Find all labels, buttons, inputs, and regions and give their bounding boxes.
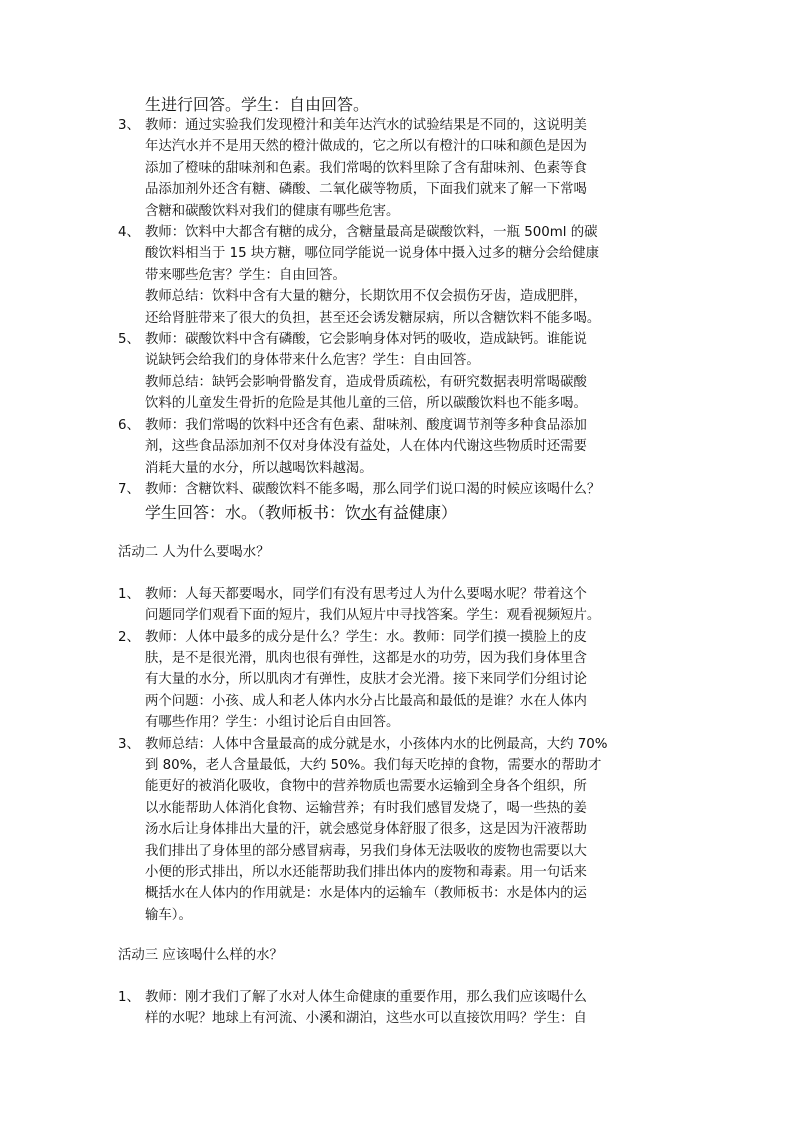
text-line: 汤水后让身体排出大量的汗，就会感觉身体舒服了很多，这是因为汗液帮助 <box>145 822 587 838</box>
item-body <box>145 479 675 500</box>
item-body <box>145 584 675 627</box>
text-line: 有哪些作用？学生：小组讨论后自由回答。 <box>145 715 400 731</box>
text-line: 输车）。 <box>145 907 192 923</box>
text-line: 酸饮料相当于 15 块方糖，哪位同学能说一说身体中摄入过多的糖分会给健康 <box>145 246 600 262</box>
text-line: 说缺钙会给我们的身体带来什么危害？学生：自由回答。 <box>145 353 480 369</box>
item-number: 3、 <box>118 118 140 133</box>
item-number: 7、 <box>118 481 140 497</box>
text-line: 带来哪些危害？学生：自由回答。 <box>145 267 346 283</box>
text-line: 肤，是不是很光滑，肌肉也很有弹性，这都是水的功劳，因为我们身体里含 <box>145 650 587 666</box>
activity-two-list <box>118 584 675 927</box>
text-line: 到 80%，老人含量最低，大约 50%。我们每天吃掉的食物，需要水的帮助才 <box>145 757 602 773</box>
list-item <box>118 222 675 329</box>
list-item <box>118 329 675 415</box>
text-line: 教师：人每天都要喝水，同学们有没有思考过人为什么要喝水呢？带着这个 <box>145 586 587 602</box>
list-item <box>118 479 675 500</box>
text-line: 还给肾脏带来了很大的负担，甚至还会诱发糖尿病，所以含糖饮料不能多喝。 <box>145 310 601 326</box>
text-line: 添加了橙味的甜味剂和色素。我们常喝的饮料里除了含有甜味剂、色素等食 <box>145 160 587 176</box>
list-item <box>118 627 675 734</box>
item-body <box>145 734 675 927</box>
text-line: 以水能帮助人体消化食物、运输营养；有时我们感冒发烧了，喝一些热的姜 <box>145 800 587 816</box>
text-line: 问题同学们观看下面的短片，我们从短片中寻找答案。学生：观看视频短片。 <box>145 608 601 624</box>
item-body <box>145 329 675 415</box>
text-line: 我们排出了身体里的部分感冒病毒，另我们身体无法吸收的废物也需要以大 <box>145 843 587 859</box>
text-line: 消耗大量的水分，所以越喝饮料越渴。 <box>145 460 373 476</box>
list-item <box>118 734 675 927</box>
item-body <box>145 987 675 1030</box>
text-line: 能更好的被消化吸收，食物中的营养物质也需要水运输到全身各个组织，所 <box>145 779 587 795</box>
text-line: 小便的形式排出，所以水还能帮助我们排出体内的废物和毒素。用一句话来 <box>145 865 587 880</box>
answer-text: 学生回答：水。（教师板书：饮 <box>145 503 362 523</box>
heading-activity-two: 活动二 人为什么要喝水？ <box>118 545 270 561</box>
text-line: 教师：刚才我们了解了水对人体生命健康的重要作用，那么我们应该喝什么 <box>145 989 587 1005</box>
item-number: 4、 <box>118 225 140 241</box>
item-number: 1、 <box>118 989 140 1005</box>
text-line: 剂，这些食品添加剂不仅对身体没有益处，人在体内代谢这些物质时还需要 <box>145 439 587 455</box>
text-line: 教师总结：缺钙会影响骨骼发育，造成骨质疏松，有研究数据表明常喝碳酸 <box>145 374 587 390</box>
list-item <box>118 415 675 479</box>
item-number: 5、 <box>118 332 140 348</box>
heading-activity-three: 活动三 应该喝什么样的水？ <box>118 948 283 964</box>
student-answer-line <box>118 500 675 523</box>
text-line: 两个问题：小孩、成人和老人体内水分占比最高和最低的是谁？水在人体内 <box>145 693 587 709</box>
underlined-word: 水 <box>361 503 378 523</box>
text-line: 教师总结：人体中含量最高的成分就是水，小孩体内水的比例最高，大约 70% <box>145 736 608 752</box>
activity-one-list <box>118 115 675 500</box>
list-item <box>118 584 675 627</box>
text-line: 概括水在人体内的作用就是：水是体内的运输车（教师板书：水是体内的运 <box>145 886 587 902</box>
text-line: 饮料的儿童发生骨折的危险是其他儿童的三倍，所以碳酸饮料也不能多喝。 <box>145 396 587 412</box>
item-body <box>145 222 675 329</box>
text-line: 有大量的水分，所以肌肉才有弹性，皮肤才会光滑。接下来同学们分组讨论 <box>145 672 587 688</box>
text-line: 样的水呢？地球上有河流、小溪和湖泊，这些水可以直接饮用吗？学生：自 <box>145 1011 587 1027</box>
item-body <box>145 415 675 479</box>
text-line: 教师：我们常喝的饮料中还含有色素、甜味剂、酸度调节剂等多种食品添加 <box>145 417 587 433</box>
item-body <box>145 627 675 734</box>
item-body <box>145 115 675 222</box>
list-item <box>118 115 675 222</box>
text-line: 教师：碳酸饮料中含有磷酸，它会影响身体对钙的吸收，造成缺钙。谁能说 <box>145 332 587 348</box>
text-line: 教师：通过实验我们发现橙汁和美年达汽水的试验结果是不同的，这说明美 <box>145 118 587 133</box>
text-line: 品添加剂外还含有糖、磷酸、二氧化碳等物质，下面我们就来了解一下常喝 <box>145 182 587 198</box>
text-line: 教师：含糖饮料、碳酸饮料不能多喝，那么同学们说口渴的时候应该喝什么？ <box>145 481 601 497</box>
answer-text-end: 有益健康） <box>377 503 458 523</box>
item-number: 3、 <box>118 736 140 752</box>
text-line: 含糖和碳酸饮料对我们的健康有哪些危害。 <box>145 203 400 219</box>
continuation-line: 生进行回答。学生：自由回答。 <box>145 95 370 114</box>
item-number: 1、 <box>118 586 140 602</box>
activity-three-list <box>118 987 675 1030</box>
item-number: 6、 <box>118 417 140 433</box>
text-line: 年达汽水并不是用天然的橙汁做成的，它之所以有橙汁的口味和颜色是因为 <box>145 139 587 155</box>
text-line: 教师：饮料中大都含有糖的成分，含糖量最高是碳酸饮料，一瓶 500ml 的碳 <box>145 225 598 241</box>
text-line: 教师：人体中最多的成分是什么？学生：水。教师：同学们摸一摸脸上的皮 <box>145 629 587 645</box>
text-line: 教师总结：饮料中含有大量的糖分，长期饮用不仅会损伤牙齿，造成肥胖， <box>145 289 587 305</box>
item-number: 2、 <box>118 629 140 645</box>
list-item <box>118 987 675 1030</box>
